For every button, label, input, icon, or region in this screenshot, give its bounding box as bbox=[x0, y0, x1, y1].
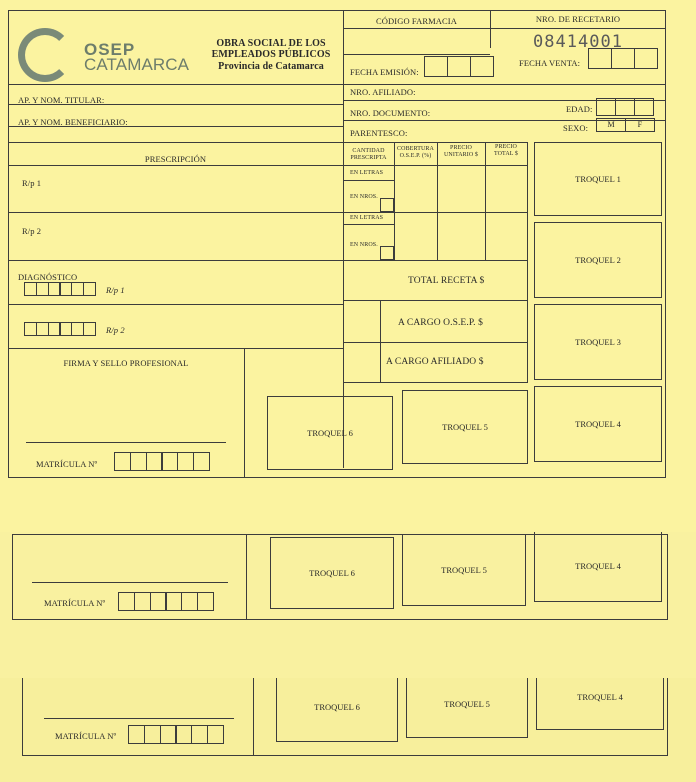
copy2-matricula-cells bbox=[118, 592, 213, 611]
sexo-m-box: M bbox=[596, 118, 626, 132]
copy3-matricula-cells bbox=[128, 725, 223, 744]
troquel-6: TROQUEL 6 bbox=[267, 396, 393, 470]
prescription-top-line bbox=[8, 142, 528, 143]
beneficiario-label: AP. Y NOM. BENEFICIARIO: bbox=[18, 117, 128, 127]
col-divider-cant bbox=[394, 142, 395, 260]
copy3-divider bbox=[253, 672, 254, 756]
copy3-matricula-label: MATRÍCULA Nº bbox=[55, 731, 117, 741]
nro-recetario-value: 08414001 bbox=[533, 32, 623, 52]
rp2-letras-line bbox=[343, 224, 394, 225]
fecha-venta-cells[interactable] bbox=[588, 48, 656, 69]
total-left-line bbox=[380, 300, 381, 382]
codigo-cell-bottom bbox=[343, 54, 490, 55]
rp1-en-nros: EN NROS. bbox=[350, 194, 378, 200]
firma-vertical-divider bbox=[244, 348, 245, 478]
matricula-label: MATRÍCULA Nº bbox=[36, 459, 98, 469]
troquel-3: TROQUEL 3 bbox=[534, 304, 662, 380]
org-name-line1: OBRA SOCIAL DE LOS bbox=[216, 38, 326, 49]
diag-rp1-label: R/p 1 bbox=[106, 285, 125, 295]
col-cobertura-1: COBERTURA bbox=[397, 146, 434, 152]
sexo-f-box: F bbox=[625, 118, 655, 132]
org-name-line2: EMPLEADOS PÚBLICOS bbox=[211, 49, 331, 60]
col-divider-cob bbox=[437, 142, 438, 260]
col-cantidad-2: PRESCRIPTA bbox=[350, 155, 387, 161]
total-line-3 bbox=[343, 382, 528, 383]
osep-logo-icon bbox=[18, 28, 72, 82]
rp2-label: R/p 2 bbox=[22, 226, 42, 236]
col-precio-total-1: PRECIO bbox=[495, 144, 517, 150]
rp1-en-letras: EN LETRAS bbox=[350, 170, 384, 176]
afiliado-label: NRO. AFILIADO: bbox=[350, 87, 416, 97]
troquel-4: TROQUEL 4 bbox=[534, 386, 662, 462]
rp1-letras-line bbox=[343, 180, 394, 181]
logo-osep-text: OSEP bbox=[84, 40, 136, 59]
rp2-en-letras: EN LETRAS bbox=[350, 215, 384, 221]
a-cargo-afiliado-label: A CARGO AFILIADO $ bbox=[386, 357, 484, 367]
copy2-matricula-label: MATRÍCULA Nº bbox=[44, 598, 106, 608]
col-precio-unit-2: UNITARIO $ bbox=[443, 152, 478, 158]
col-precio-total-2: TOTAL $ bbox=[493, 151, 519, 157]
prescription-title: PRESCRIPCIÓN bbox=[144, 154, 207, 164]
logo-catamarca-text: CATAMARCA bbox=[84, 55, 190, 74]
titular-label: AP. Y NOM. TITULAR: bbox=[18, 95, 105, 105]
col-cantidad-1: CANTIDAD bbox=[352, 148, 385, 154]
total-line-1 bbox=[343, 300, 528, 301]
parentesco-label: PARENTESCO: bbox=[350, 128, 408, 138]
rp2-nros-box[interactable] bbox=[380, 246, 394, 260]
col-cobertura-2: O.S.E.P. (%) bbox=[399, 153, 432, 159]
total-receta-label: TOTAL RECETA $ bbox=[408, 276, 485, 286]
rp1-nros-box[interactable] bbox=[380, 198, 394, 212]
diag-rp1-cells[interactable] bbox=[24, 282, 95, 296]
codigo-bottom-line bbox=[343, 28, 666, 29]
fecha-emision-cells[interactable] bbox=[424, 56, 492, 77]
diag-rp2-cells[interactable] bbox=[24, 322, 95, 336]
col-divider-unit bbox=[485, 142, 486, 260]
copy2-troquel-5: TROQUEL 5 bbox=[402, 534, 526, 606]
total-line-2 bbox=[343, 342, 528, 343]
fecha-venta-label: FECHA VENTA: bbox=[519, 58, 581, 68]
edad-cells[interactable] bbox=[596, 98, 652, 116]
copy2-troquel-6: TROQUEL 6 bbox=[270, 537, 394, 609]
row-line-1 bbox=[8, 84, 666, 85]
prescription-header-bottom bbox=[8, 165, 528, 166]
copy3-troquel-6: TROQUEL 6 bbox=[276, 672, 398, 742]
troquel-1: TROQUEL 1 bbox=[534, 142, 662, 216]
rp2-bottom-line bbox=[8, 260, 528, 261]
codigo-farmacia-label: CÓDIGO FARMACIA bbox=[376, 16, 457, 26]
diagnostico-label: DIAGNÓSTICO bbox=[18, 272, 78, 282]
copy2-troquel-4: TROQUEL 4 bbox=[534, 530, 662, 602]
troquel-2: TROQUEL 2 bbox=[534, 222, 662, 298]
copy2-divider bbox=[246, 534, 247, 620]
diag-mid-line bbox=[8, 304, 343, 305]
diag-bottom-line bbox=[8, 348, 343, 349]
documento-label: NRO. DOCUMENTO: bbox=[350, 108, 431, 118]
copy3-troquel-5: TROQUEL 5 bbox=[406, 670, 528, 738]
nro-recetario-label: NRO. DE RECETARIO bbox=[535, 14, 621, 24]
rp1-label: R/p 1 bbox=[22, 178, 42, 188]
a-cargo-osep-label: A CARGO O.S.E.P. $ bbox=[398, 318, 483, 328]
edad-label: EDAD: bbox=[566, 104, 593, 114]
rp1-bottom-line bbox=[8, 212, 528, 213]
copy2-signature-line bbox=[32, 582, 228, 583]
patient-vertical-divider bbox=[343, 84, 344, 142]
copy3-signature-line bbox=[44, 718, 234, 719]
sexo-label: SEXO: bbox=[563, 123, 589, 133]
matricula-cells[interactable] bbox=[114, 452, 209, 471]
firma-signature-line bbox=[26, 442, 226, 443]
troquel-5: TROQUEL 5 bbox=[402, 390, 528, 464]
sexo-cells[interactable] bbox=[596, 118, 654, 132]
rp2-en-nros: EN NROS. bbox=[350, 242, 378, 248]
fecha-emision-label: FECHA EMISIÓN: bbox=[350, 67, 419, 77]
copy3-troquel-4: TROQUEL 4 bbox=[536, 664, 664, 730]
org-province: Provincia de Catamarca bbox=[218, 61, 324, 72]
firma-label: FIRMA Y SELLO PROFESIONAL bbox=[63, 358, 189, 368]
diag-rp2-label: R/p 2 bbox=[106, 325, 125, 335]
col-divider-total bbox=[527, 142, 528, 382]
col-precio-unit-1: PRECIO bbox=[450, 145, 472, 151]
